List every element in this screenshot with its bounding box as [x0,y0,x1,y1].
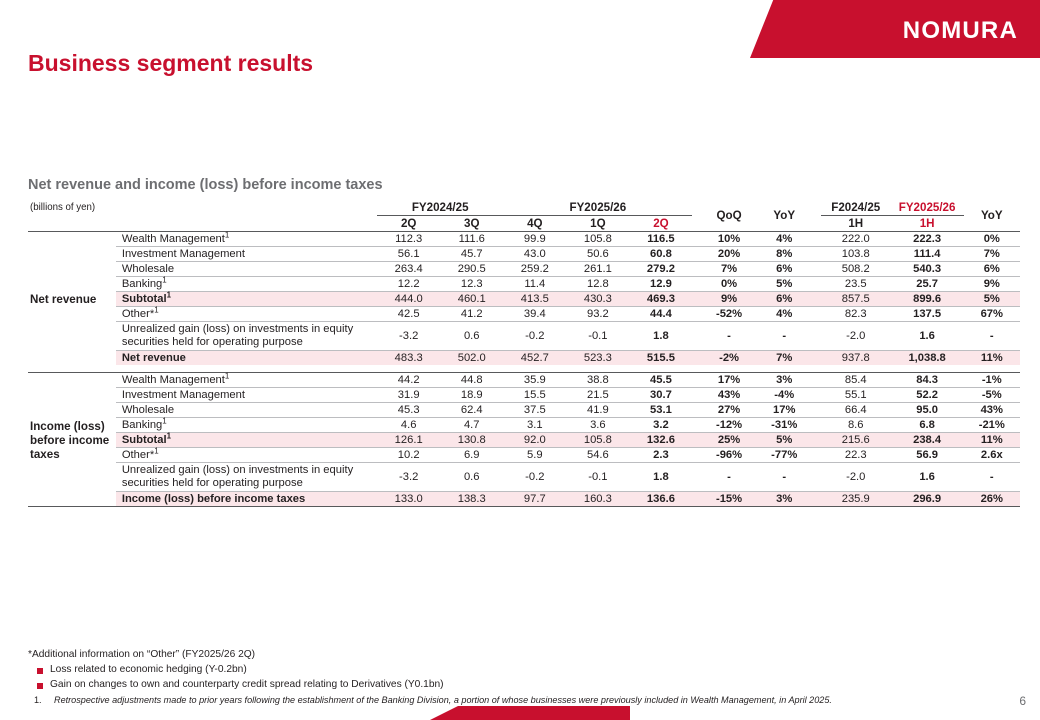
cell: 5% [964,292,1020,307]
cell: 413.5 [503,292,566,307]
cell: 4% [757,232,812,247]
cell: 52.2 [891,387,964,402]
cell: 238.4 [891,432,964,447]
cell: 469.3 [629,292,692,307]
cell: 62.4 [440,402,503,417]
cell: 105.8 [566,232,629,247]
cell: 44.4 [629,307,692,322]
cell: 31.9 [377,387,440,402]
page-title: Business segment results [28,50,314,76]
cell: 937.8 [841,352,870,365]
cell: -77% [757,447,812,462]
cell: -0.2 [503,462,566,491]
footer-red-shape [430,706,630,720]
cell: 0% [701,277,756,292]
cell: 15.5 [503,387,566,402]
cell: 12.3 [440,277,503,292]
cell: 857.5 [821,292,891,307]
cell: 112.3 [377,232,440,247]
cell: 7% [964,247,1020,262]
row-label-other: Other*$^1$ [116,307,377,322]
cell: 56.1 [377,247,440,262]
row-label-wealth-management: Wealth Management$^1$ [116,232,377,247]
cell: 3% [776,493,793,506]
table-row-subtotal [28,432,1020,447]
table-row [28,322,1020,351]
cell: 25.7 [891,277,964,292]
col-1h-fy2024: 1H [848,217,864,230]
group-header-fy2024: FY2024/25 [377,200,503,216]
cell: 899.6 [891,292,964,307]
cell: 444.0 [377,292,440,307]
cell: 18.9 [440,387,503,402]
cell: 8% [757,247,812,262]
row-label-banking: Banking$^1$ [116,277,377,292]
financial-table-container [28,200,1020,507]
group-header-qoq: QoQ [716,209,742,222]
row-label-other: Other*$^1$ [116,447,377,462]
cell: -52% [701,307,756,322]
units-label: (billions of yen) [30,202,96,214]
cell: 17% [757,402,812,417]
cell: 45.7 [440,247,503,262]
cell: 93.2 [566,307,629,322]
cell: 9% [701,292,756,307]
cell: 3.2 [629,417,692,432]
cell: 5.9 [503,447,566,462]
cell: 540.3 [891,262,964,277]
col-2q-fy2025: 2Q [653,217,669,230]
footnote-bullet [28,663,1008,677]
cell: 10% [701,232,756,247]
table-row [28,387,1020,402]
cell: - [701,322,756,351]
nomura-logo: NOMURA [902,17,1018,44]
cell: 430.3 [566,292,629,307]
cell: 66.4 [821,402,891,417]
table-row-subtotal [28,292,1020,307]
cell: -31% [757,417,812,432]
cell: 4% [757,307,812,322]
cell: 215.6 [821,432,891,447]
cell: 17% [701,372,756,387]
cell: 137.5 [891,307,964,322]
cell: 7% [776,352,793,365]
cell: 22.3 [821,447,891,462]
cell: 460.1 [440,292,503,307]
row-label-unrealized-gain: Unrealized gain (loss) on investments in equity securities held for operating purpose [116,322,377,351]
cell: 8.6 [821,417,891,432]
cell: 20% [701,247,756,262]
table-row [28,262,1020,277]
col-3q-fy2024: 3Q [464,217,480,230]
cell: 3.6 [566,417,629,432]
cell: 43.0 [503,247,566,262]
cell: 0.6 [440,322,503,351]
cell: 82.3 [821,307,891,322]
cell: 23.5 [821,277,891,292]
cell: 12.9 [629,277,692,292]
cell: 12.8 [566,277,629,292]
row-label-income-total: Income (loss) before income taxes [121,493,306,506]
row-label-unrealized-gain: Unrealized gain (loss) on investments in equity securities held for operating purpose [116,462,377,491]
table-row [28,417,1020,432]
table-body-net-revenue [28,232,1020,507]
cell: 235.9 [841,493,870,506]
footnote-numbered [28,694,1008,706]
cell: -1% [964,372,1020,387]
cell: -96% [701,447,756,462]
cell: 290.5 [440,262,503,277]
cell: 44.2 [377,372,440,387]
col-4q-fy2024: 4Q [527,217,543,230]
cell: 0% [964,232,1020,247]
cell: -12% [701,417,756,432]
cell: 126.1 [377,432,440,447]
cell: 222.0 [821,232,891,247]
cell: 11% [964,432,1020,447]
table-row [28,232,1020,247]
cell: 7% [701,262,756,277]
cell: 38.8 [566,372,629,387]
cell: 523.3 [583,352,612,365]
cell: 6% [757,292,812,307]
row-label-wealth-management: Wealth Management$^1$ [116,372,377,387]
cell: 4.7 [440,417,503,432]
footnote-bullet [28,678,1008,692]
cell: 452.7 [520,352,549,365]
cell: - [701,462,756,491]
cell: 95.0 [891,402,964,417]
row-label-net-revenue-total: Net revenue [121,352,186,365]
cell: -21% [964,417,1020,432]
footnote-numbered-text: Retrospective adjustments made to prior years following the establishment of the Banking Division, a portion of whose businesses were previously included in Wealth Management, in April 2025. [54,695,832,706]
cell: 103.8 [821,247,891,262]
cell: 41.9 [566,402,629,417]
footnote-bullet-text: Loss related to economic hedging (Y-0.2bn) [50,663,247,675]
cell: 133.0 [394,493,423,506]
cell: 27% [701,402,756,417]
cell: 160.3 [583,493,612,506]
cell: 56.9 [891,447,964,462]
col-1h-fy2025: 1H [919,217,935,230]
cell: 35.9 [503,372,566,387]
business-segment-results-table [28,200,1020,507]
row-label-investment-management: Investment Management [116,247,377,262]
cell: 261.1 [566,262,629,277]
cell: 45.3 [377,402,440,417]
cell: 43% [964,402,1020,417]
cell: - [757,462,812,491]
cell: -5% [964,387,1020,402]
cell: 1.8 [629,322,692,351]
cell: -4% [757,387,812,402]
cell: 105.8 [566,432,629,447]
footnote-number: 1. [34,695,42,706]
table-row [28,307,1020,322]
cell: 92.0 [503,432,566,447]
cell: 21.5 [566,387,629,402]
group-header-fy2025: FY2025/26 [503,200,692,216]
footnote-bullet-text: Gain on changes to own and counterparty credit spread relating to Derivatives (Y0.1bn) [50,678,444,690]
table-row [28,462,1020,491]
cell: 30.7 [629,387,692,402]
cell: 37.5 [503,402,566,417]
cell: 263.4 [377,262,440,277]
cell: 259.2 [503,262,566,277]
row-label-wholesale: Wholesale [116,262,377,277]
cell: 54.6 [566,447,629,462]
side-label-income-before-taxes: Income (loss) before income taxes [30,420,110,462]
group-header-yoy-2: YoY [980,209,1003,222]
page-number: 6 [1019,694,1026,708]
cell: 138.3 [457,493,486,506]
cell: 1.8 [629,462,692,491]
col-2q-fy2024: 2Q [400,217,417,230]
cell: - [757,322,812,351]
cell: 6% [964,262,1020,277]
row-label-subtotal: Subtotal$^1$ [116,292,377,307]
cell: 483.3 [394,352,423,365]
cell: 3.1 [503,417,566,432]
cell: 45.5 [629,372,692,387]
table-column-header-row [28,216,1020,232]
cell: 25% [701,432,756,447]
cell: -15% [715,493,743,506]
row-label-wholesale: Wholesale [116,402,377,417]
table-section-separator [28,365,1020,372]
group-header-yoy: YoY [773,209,796,222]
cell: 111.6 [440,232,503,247]
group-header-h-fy2024: F2024/25 [821,200,891,216]
footnote-title: *Additional information on “Other” (FY2025/26 2Q) [28,649,256,660]
cell: 6% [757,262,812,277]
cell: 5% [757,277,812,292]
cell: - [964,462,1020,491]
table-row [28,372,1020,387]
cell: 11.4 [503,277,566,292]
cell: 99.9 [503,232,566,247]
cell: 97.7 [523,493,546,506]
group-header-h-fy2025: FY2025/26 [891,200,964,216]
cell: 43% [701,387,756,402]
cell: 84.3 [891,372,964,387]
cell: 42.5 [377,307,440,322]
cell: -0.1 [566,322,629,351]
cell: 53.1 [629,402,692,417]
cell: 10.2 [377,447,440,462]
cell: 39.4 [503,307,566,322]
side-label-net-revenue: Net revenue [30,293,97,307]
row-label-subtotal: Subtotal$^1$ [116,432,377,447]
cell: 5% [757,432,812,447]
cell: 1,038.8 [908,352,946,365]
row-label-investment-management: Investment Management [116,387,377,402]
cell: 11% [980,352,1003,365]
cell: 50.6 [566,247,629,262]
cell: -2.0 [821,322,891,351]
cell: 55.1 [821,387,891,402]
cell: 2.3 [629,447,692,462]
cell: 508.2 [821,262,891,277]
cell: 1.6 [891,462,964,491]
cell: 222.3 [891,232,964,247]
cell: -2.0 [821,462,891,491]
cell: 502.0 [457,352,486,365]
cell: -0.1 [566,462,629,491]
table-row [28,247,1020,262]
cell: 9% [964,277,1020,292]
table-row [28,447,1020,462]
cell: -3.2 [377,462,440,491]
cell: 26% [980,493,1003,506]
row-label-banking: Banking$^1$ [116,417,377,432]
table-row [28,402,1020,417]
cell: 1.6 [891,322,964,351]
cell: 44.8 [440,372,503,387]
cell: 279.2 [629,262,692,277]
cell: -3.2 [377,322,440,351]
cell: 111.4 [891,247,964,262]
cell: 515.5 [646,352,675,365]
cell: 85.4 [821,372,891,387]
square-bullet-icon [37,668,43,674]
cell: 296.9 [913,493,942,506]
cell: - [964,322,1020,351]
cell: 41.2 [440,307,503,322]
cell: 6.9 [440,447,503,462]
cell: 130.8 [440,432,503,447]
cell: 0.6 [440,462,503,491]
table-row-net-revenue-total [28,351,1020,366]
table-row-income-total [28,492,1020,507]
cell: 67% [964,307,1020,322]
section-label: Net revenue and income (loss) before income taxes [28,177,383,193]
footnotes [28,648,1008,707]
cell: -0.2 [503,322,566,351]
cell: 60.8 [629,247,692,262]
table-row [28,277,1020,292]
cell: 132.6 [629,432,692,447]
cell: 116.5 [629,232,692,247]
cell: 136.6 [646,493,675,506]
square-bullet-icon [37,683,43,689]
cell: 4.6 [377,417,440,432]
cell: 2.6x [964,447,1020,462]
col-1q-fy2025: 1Q [590,217,606,230]
table-group-header-row [28,200,1020,216]
cell: -2% [719,352,739,365]
cell: 3% [757,372,812,387]
cell: 6.8 [891,417,964,432]
cell: 12.2 [377,277,440,292]
